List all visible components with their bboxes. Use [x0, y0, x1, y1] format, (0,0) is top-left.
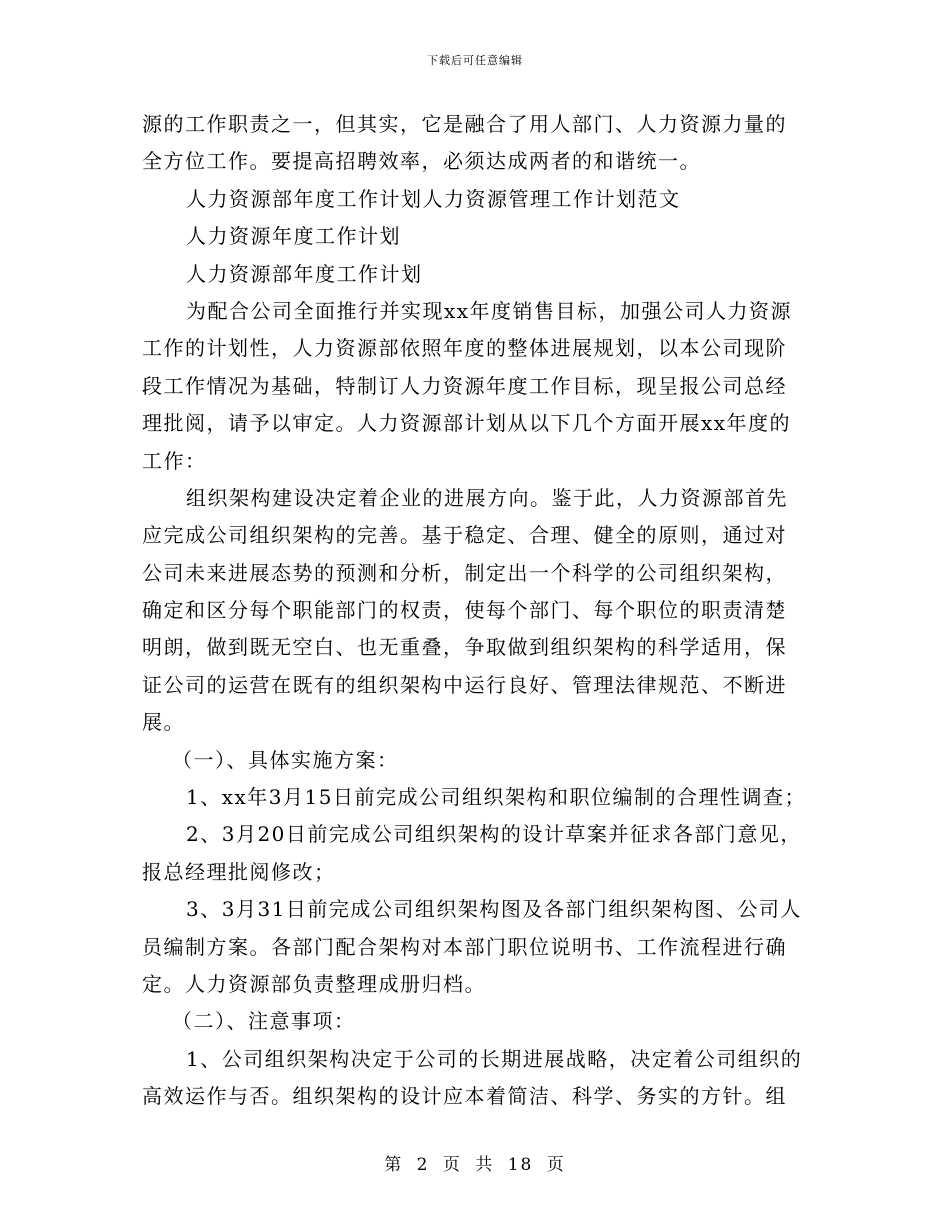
- body-line: 为配合公司全面推行并实现xx年度销售目标，加强公司人力资源: [186, 298, 793, 323]
- body-line: 全方位工作。要提高招聘效率，必须达成两者的和谐统一。: [142, 149, 701, 174]
- body-line: 报总经理批阅修改；: [142, 859, 336, 884]
- body-line: 确定和区分每个职能部门的权责，使每个部门、每个职位的职责清楚: [142, 598, 787, 623]
- body-line: 工作：: [142, 448, 207, 473]
- body-line: 定。人力资源部负责整理成册归档。: [142, 971, 486, 996]
- body-line: 理批阅，请予以审定。人力资源部计划从以下几个方面开展xx年度的: [142, 411, 792, 436]
- section-title: 人力资源年度工作计划: [186, 224, 401, 249]
- body-line: 公司未来进展态势的预测和分析，制定出一个科学的公司组织架构，: [142, 560, 787, 585]
- body-line: 展。: [142, 710, 185, 735]
- subsection-heading: （一）、具体实施方案：: [172, 747, 399, 772]
- body-line: 源的工作职责之一，但其实，它是融合了用人部门、人力资源力量的: [142, 112, 787, 136]
- body-line: 证公司的运营在既有的组织架构中运行良好、管理法律规范、不断进: [142, 672, 787, 697]
- body-line: 应完成公司组织架构的完善。基于稳定、合理、健全的原则，通过对: [142, 523, 787, 548]
- list-item: 2、3月20日前完成公司组织架构的设计草案并征求各部门意见，: [186, 822, 802, 847]
- list-item: 1、xx年3月15日前完成公司组织架构和职位编制的合理性调查；: [186, 785, 806, 810]
- section-title: 人力资源部年度工作计划人力资源管理工作计划范文: [186, 186, 681, 211]
- body-line: 组织架构建设决定着企业的进展方向。鉴于此，人力资源部首先: [186, 485, 788, 510]
- page-header-note: 下载后可任意编辑: [427, 54, 523, 67]
- document-body: [142, 106, 812, 1116]
- list-item: 1、公司组织架构决定于公司的长期进展战略，决定着公司组织的: [186, 1046, 803, 1071]
- body-line: 明朗，做到既无空白、也无重叠，争取做到组织架构的科学适用，保: [142, 635, 787, 660]
- section-title: 人力资源部年度工作计划: [186, 261, 423, 286]
- body-line: 员编制方案。各部门配合架构对本部门职位说明书、工作流程进行确: [142, 934, 787, 959]
- body-line: 高效运作与否。组织架构的设计应本着简洁、科学、务实的方针。组: [142, 1084, 787, 1109]
- page-number: 第 2 页 共 18 页: [384, 1155, 566, 1175]
- body-line: 段工作情况为基础，特制订人力资源年度工作目标，现呈报公司总经: [142, 373, 787, 398]
- body-line: 工作的计划性，人力资源部依照年度的整体进展规划，以本公司现阶: [142, 336, 787, 361]
- list-item: 3、3月31日前完成公司组织架构图及各部门组织架构图、公司人: [186, 897, 802, 922]
- subsection-heading: （二）、注意事项：: [172, 1009, 356, 1034]
